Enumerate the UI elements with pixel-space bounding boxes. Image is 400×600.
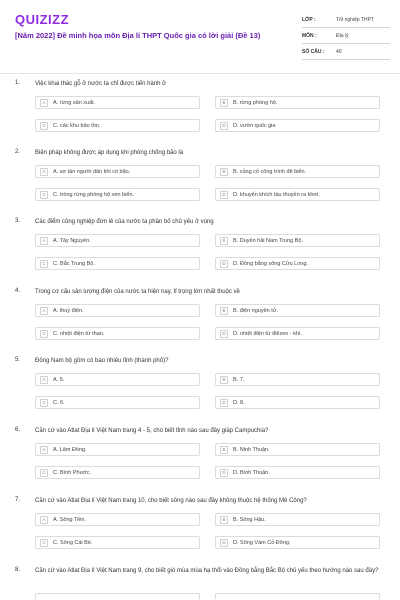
option-text: D. vườn quốc gia xyxy=(233,122,276,129)
option-letter: C xyxy=(40,191,48,199)
option-a[interactable] xyxy=(35,443,200,456)
option-a[interactable] xyxy=(35,234,200,247)
meta-value: Địa lý xyxy=(336,32,349,39)
option-letter: B xyxy=(220,516,228,524)
option-text: A. rừng sản xuất. xyxy=(53,99,96,106)
option-a[interactable] xyxy=(35,165,200,178)
option-letter: C xyxy=(40,539,48,547)
option-a[interactable] xyxy=(35,304,200,317)
option-letter: D xyxy=(220,260,228,268)
option-text: D. nhiệt điện từ điêzen - khí. xyxy=(233,330,303,337)
quizizz-logo: QUIZIZZ xyxy=(15,12,70,27)
question-number: 4. xyxy=(15,288,21,294)
meta-row-subject xyxy=(302,28,390,44)
option-letter: B xyxy=(220,446,228,454)
option-letter: D xyxy=(220,469,228,477)
worksheet-header xyxy=(0,0,400,74)
worksheet-meta xyxy=(302,12,390,60)
option-letter: D xyxy=(220,539,228,547)
option-letter: D xyxy=(220,399,228,407)
question-number: 2. xyxy=(15,149,21,155)
option-b[interactable] xyxy=(215,373,380,386)
option-b[interactable] xyxy=(215,304,380,317)
option-letter: A xyxy=(40,446,48,454)
option-letter: B xyxy=(220,99,228,107)
option-letter: C xyxy=(40,260,48,268)
question-number: 1. xyxy=(15,80,21,86)
option-text: A. sơ tán người dân khi có bão. xyxy=(53,168,131,175)
option-text: C. các khu bảo tồn. xyxy=(53,122,101,129)
option-letter: A xyxy=(40,168,48,176)
question-number: 3. xyxy=(15,218,21,224)
option-c[interactable] xyxy=(35,327,200,340)
option-letter: A xyxy=(40,237,48,245)
option-letter: B xyxy=(220,307,228,315)
question-text: Đông Nam bộ gồm có bao nhiêu tỉnh (thành phố)? xyxy=(35,358,169,364)
header-divider xyxy=(0,73,400,74)
option-text: C. Sông Cái Bè. xyxy=(53,539,93,546)
option-letter: A xyxy=(40,516,48,524)
option-text: C. 6. xyxy=(53,399,65,406)
option-text: C. trồng rừng phòng hộ ven biển. xyxy=(53,191,135,198)
option-text: C. nhiệt điện từ than. xyxy=(53,330,105,337)
meta-row-class xyxy=(302,12,390,28)
option-text: A. Lâm Đồng. xyxy=(53,446,87,453)
option-c[interactable] xyxy=(35,119,200,132)
option-d[interactable] xyxy=(215,466,380,479)
question-text: Căn cứ vào Atlat Địa lí Việt Nam trang 4 - 5, cho biết tỉnh nào sau đây giáp Campuchia? xyxy=(35,428,269,434)
option-c[interactable] xyxy=(35,257,200,270)
option-text: C. Bình Phước. xyxy=(53,469,92,476)
option-letter: C xyxy=(40,330,48,338)
option-a[interactable] xyxy=(35,96,200,109)
option-text: A. thuỷ điện. xyxy=(53,307,84,314)
option-b[interactable] xyxy=(215,593,380,600)
option-letter: A xyxy=(40,376,48,384)
option-c[interactable] xyxy=(35,396,200,409)
option-text: D. Đồng bằng sông Cửu Long. xyxy=(233,260,308,267)
option-b[interactable] xyxy=(215,513,380,526)
option-letter: C xyxy=(40,469,48,477)
option-d[interactable] xyxy=(215,188,380,201)
meta-label: MÔN : xyxy=(302,32,317,39)
option-text: C. Bắc Trung Bộ. xyxy=(53,260,95,267)
option-letter: A xyxy=(40,307,48,315)
question-text: Việc khai thác gỗ ở nước ta chỉ được tiến hành ở xyxy=(35,81,167,87)
option-b[interactable] xyxy=(215,165,380,178)
option-d[interactable] xyxy=(215,536,380,549)
option-letter: B xyxy=(220,168,228,176)
option-letter: B xyxy=(220,237,228,245)
option-d[interactable] xyxy=(215,257,380,270)
question-text: Căn cứ vào Atlat Địa lí Việt Nam trang 9, cho biết gió mùa mùa hạ thổi vào Đồng bằng Bắc Bộ chủ yếu theo hướng nào sau đây? xyxy=(35,568,379,574)
option-c[interactable] xyxy=(35,188,200,201)
option-text: B. điện nguyên tử. xyxy=(233,307,278,314)
option-d[interactable] xyxy=(215,327,380,340)
option-text: D. Bình Thuận. xyxy=(233,469,270,476)
question-number: 5. xyxy=(15,357,21,363)
question-number: 7. xyxy=(15,497,21,503)
option-text: B. Duyên hải Nam Trung Bộ. xyxy=(233,237,304,244)
option-text: B. 7. xyxy=(233,376,245,383)
option-a[interactable] xyxy=(35,513,200,526)
option-letter: B xyxy=(220,376,228,384)
option-text: D. 8. xyxy=(233,399,245,406)
option-c[interactable] xyxy=(35,536,200,549)
option-d[interactable] xyxy=(215,119,380,132)
option-text: A. Tây Nguyên. xyxy=(53,237,91,244)
option-text: B. Ninh Thuận. xyxy=(233,446,270,453)
question-text: Căn cứ vào Atlat Địa lí Việt Nam trang 10, cho biết sông nào sau đây không thuộc hệ thống Mê Công? xyxy=(35,498,307,504)
option-b[interactable] xyxy=(215,96,380,109)
option-a[interactable] xyxy=(35,373,200,386)
option-d[interactable] xyxy=(215,396,380,409)
meta-label: SỐ CÂU : xyxy=(302,48,325,55)
question-number: 8. xyxy=(15,567,21,573)
option-text: B. Sông Hậu. xyxy=(233,516,266,523)
question-number: 6. xyxy=(15,427,21,433)
question-text: Biện pháp không được áp dụng khi phòng chống bão là xyxy=(35,150,184,156)
option-letter: D xyxy=(220,330,228,338)
option-letter: A xyxy=(40,99,48,107)
option-text: D. Sông Vàm Cỏ Đông. xyxy=(233,539,291,546)
option-letter: C xyxy=(40,399,48,407)
option-text: B. củng cố công trình đê biển. xyxy=(233,168,307,175)
meta-value: 40 xyxy=(336,48,342,55)
meta-label: LỚP : xyxy=(302,16,316,23)
option-b[interactable] xyxy=(215,234,380,247)
option-c[interactable] xyxy=(35,466,200,479)
option-text: B. rừng phòng hộ. xyxy=(233,99,278,106)
option-letter: D xyxy=(220,122,228,130)
option-letter: C xyxy=(40,122,48,130)
option-b[interactable] xyxy=(215,443,380,456)
option-text: A. 5. xyxy=(53,376,65,383)
question-text: Các điểm công nghiệp đơn lẻ của nước ta phân bố chủ yếu ở vùng xyxy=(35,219,214,225)
option-a[interactable] xyxy=(35,593,200,600)
option-text: D. khuyến khích tàu thuyền ra khơi. xyxy=(233,191,320,198)
question-text: Trong cơ cấu sản lượng điện của nước ta hiện nay, tỉ trọng lớn nhất thuộc về xyxy=(35,289,240,295)
worksheet-title: [Năm 2022] Đề minh họa môn Địa lí THPT Quốc gia có lời giải (Đề 13) xyxy=(15,31,261,40)
option-letter: D xyxy=(220,191,228,199)
option-text: A. Sông Tiền. xyxy=(53,516,87,523)
meta-row-count xyxy=(302,44,390,60)
meta-value: Tốt nghiệp THPT xyxy=(336,16,374,23)
